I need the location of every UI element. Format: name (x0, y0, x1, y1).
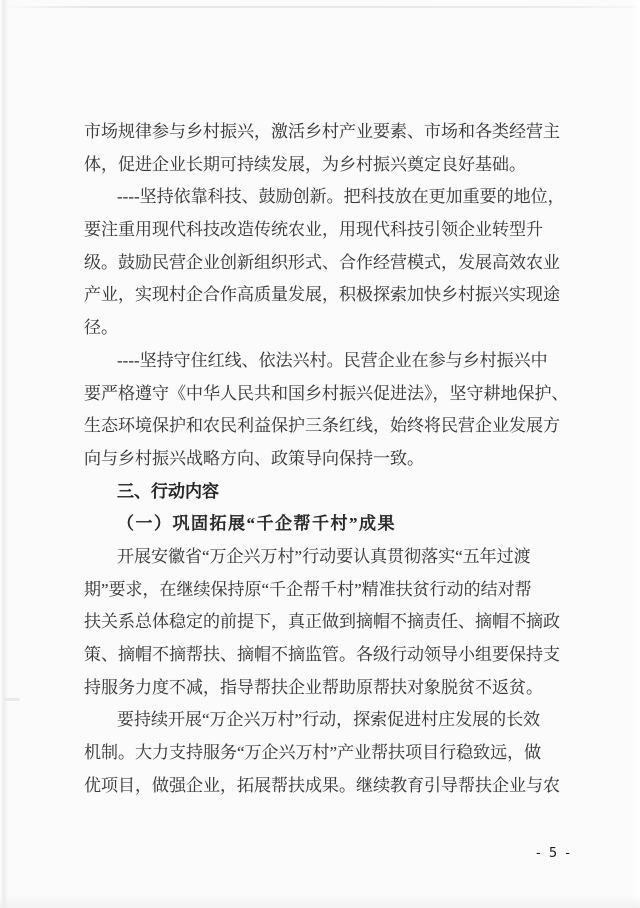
scan-edge-top (0, 6, 640, 8)
text-line: 市场规律参与乡村振兴，激活乡村产业要素、市场和各类经营主 (84, 122, 560, 141)
text-line: ----坚持依靠科技、鼓励创新。把科技放在更加重要的地位， (117, 187, 565, 207)
document-text-block (84, 116, 570, 802)
text-line: 体，促进企业长期可持续发展，为乡村振兴奠定良好基础。 (84, 154, 526, 174)
text-line: 产业，实现村企合作高质量发展，积极探索加快乡村振兴实现途 (84, 285, 560, 305)
section-heading: 三、行动内容 (117, 481, 219, 501)
page-number: - 5 - (536, 846, 572, 861)
text-line: 持服务力度不减，指导帮扶企业帮助原帮扶对象脱贫不返贫。 (84, 677, 543, 697)
text-line: 级。鼓励民营企业创新组织形式、合作经营模式，发展高效农业 (84, 252, 560, 272)
text-line: 向与乡村振兴战略方向、政策导向保持一致。 (84, 448, 424, 468)
text-line: ----坚持守住红线、依法兴村。民营企业在参与乡村振兴中 (117, 350, 548, 370)
text-line: 要持续开展“万企兴万村”行动，探索促进村庄发展的长效 (117, 710, 541, 730)
text-line: 策、摘帽不摘帮扶、摘帽不摘监管。各级行动领导小组要保持支 (84, 645, 560, 664)
text-line: 开展安徽省“万企兴万村”行动要认真贯彻落实“五年过渡 (117, 546, 531, 566)
text-line: 要注重用现代科技改造传统农业，用现代科技引领企业转型升 (84, 220, 543, 240)
subsection-heading: （一）巩固拓展“千企帮千村”成果 (117, 514, 396, 534)
text-line: 机制。大力支持服务“万企兴万村”产业帮扶项目行稳致远，做 (84, 743, 542, 763)
text-line: 径。 (84, 318, 118, 338)
text-line: 要严格遵守《中华人民共和国乡村振兴促进法》，坚守耕地保护、 (84, 383, 569, 403)
scan-edge-left (0, 0, 8, 908)
text-line: 生态环境保护和农民利益保护三条红线，始终将民营企业发展方 (84, 416, 560, 436)
scan-smudge-artifact (4, 698, 20, 701)
text-line: 扶关系总体稳定的前提下，真正做到摘帽不摘责任、摘帽不摘政 (84, 612, 560, 632)
text-line: 优项目，做强企业，拓展帮扶成果。继续教育引导帮扶企业与农 (84, 775, 560, 795)
scan-edge-right (630, 0, 640, 908)
scan-edge-bottom (0, 894, 640, 908)
text-line: 期”要求，在继续保持原“千企帮千村”精准扶贫行动的结对帮 (84, 579, 532, 599)
